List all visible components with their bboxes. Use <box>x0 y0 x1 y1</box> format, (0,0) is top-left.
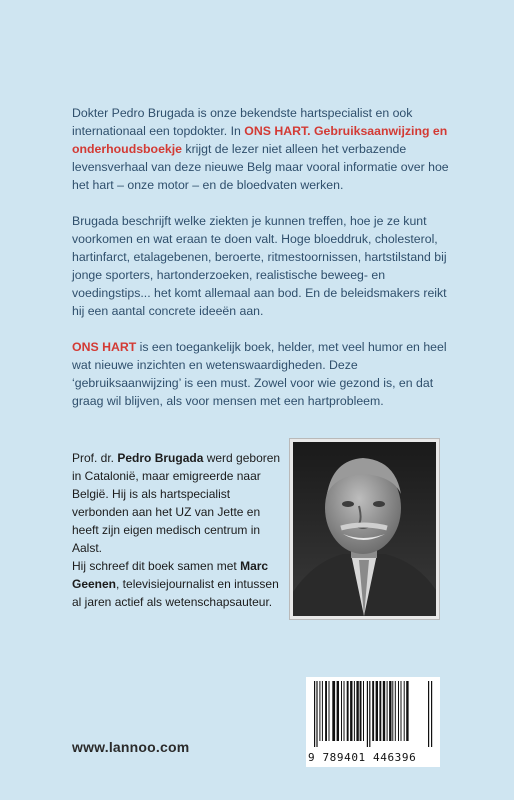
barcode-bar <box>406 681 408 741</box>
blurb-p1-text-2: krijgt de lezer niet alleen het verbazende levensverhaal van deze nieuwe Belg maar vooral informatie over hoe het hart – onze motor – en de bloedvaten werken. <box>72 142 449 192</box>
blurb-paragraph-1 <box>72 104 462 194</box>
bio-paragraph-1 <box>72 449 284 557</box>
barcode-bar <box>347 681 349 741</box>
barcode-bar <box>337 681 339 741</box>
author-name: Pedro Brugada <box>117 451 204 465</box>
author-photo <box>289 438 440 620</box>
barcode-bar <box>363 681 364 741</box>
barcode-bar <box>314 681 315 747</box>
barcode-bar <box>389 681 391 741</box>
barcode-bar <box>316 681 317 747</box>
barcode-bar <box>383 681 385 741</box>
book-title-short-highlight: ONS HART <box>72 340 137 354</box>
barcode-bar <box>376 681 378 741</box>
barcode-bar <box>344 681 345 741</box>
barcode-bar <box>329 681 330 741</box>
barcode-bar <box>325 681 327 741</box>
blurb-p1-text-1: Dokter Pedro Brugada is onze bekendste hartspecialist en ook internationaal een topdokter. In <box>72 106 413 138</box>
bio-paragraph-2 <box>72 557 284 611</box>
isbn-barcode <box>306 677 440 767</box>
barcode-bar <box>398 681 399 741</box>
barcode-bar <box>369 681 370 747</box>
barcode-bar <box>395 681 396 741</box>
barcode-bar <box>341 681 342 741</box>
barcode-bar <box>428 681 429 747</box>
isbn-digits: 9 789401 446396 <box>308 751 417 764</box>
book-title-highlight: ONS HART. Gebruiksaanwijzing en onderhoudsboekje <box>72 124 448 156</box>
bio-text-3: Hij schreef dit boek samen met <box>72 559 241 573</box>
barcode-bar <box>431 681 432 747</box>
barcode-bars <box>312 681 434 747</box>
bio-text-1: Prof. dr. <box>72 451 118 465</box>
bio-text-4: , televisiejournalist en intussen al jaren actief als wetenschapsauteur. <box>72 577 279 609</box>
author-portrait-image <box>293 442 436 616</box>
barcode-bar <box>367 681 368 747</box>
barcode-bar <box>372 681 374 741</box>
barcode-bar <box>360 681 362 741</box>
blurb-p3-text: is een toegankelijk boek, helder, met veel humor en heel wat nieuwe inzichten en wetenswaardigheden. Deze ‘gebruiksaanwijzing’ is een must. Zowel voor wie gezond is, en dat graag wil blijven, als voor mensen met een hartprobleem. <box>72 340 447 408</box>
blurb-paragraph-3 <box>72 338 462 410</box>
barcode-bar <box>356 681 358 741</box>
barcode-bar <box>350 681 352 741</box>
coauthor-name: Marc Geenen <box>72 559 269 591</box>
barcode-bar <box>332 681 335 741</box>
barcode-bar <box>354 681 355 741</box>
publisher-url[interactable]: www.lannoo.com <box>72 739 190 755</box>
bio-text-2: werd geboren in Catalonië, maar emigreerde naar België. Hij is als hartspecialist verbonden aan het UZ van Jette en heeft zijn eigen medisch centrum in Aalst. <box>72 451 281 555</box>
barcode-bar <box>392 681 393 741</box>
author-bio <box>72 449 284 611</box>
barcode-bar <box>387 681 388 741</box>
barcode-bar <box>319 681 320 741</box>
barcode-bar <box>322 681 323 741</box>
blurb-paragraph-2: Brugada beschrijft welke ziekten je kunnen treffen, hoe je ze kunt voorkomen en wat eraan te doen valt. Hoge bloeddruk, cholesterol, hartinfarct, etalagebenen, beroerte, ritmestoornissen, hartstilstand bij jonge sporters, hartonderzoeken, realistische beweeg- en voedingstips... het komt allemaal aan bod. En de beleidsmakers reikt hij een aantal concrete ideeën aan. <box>72 214 447 318</box>
barcode-bar <box>401 681 402 741</box>
barcode-bar <box>404 681 405 741</box>
back-cover-blurb <box>72 104 462 428</box>
barcode-bar <box>379 681 381 741</box>
